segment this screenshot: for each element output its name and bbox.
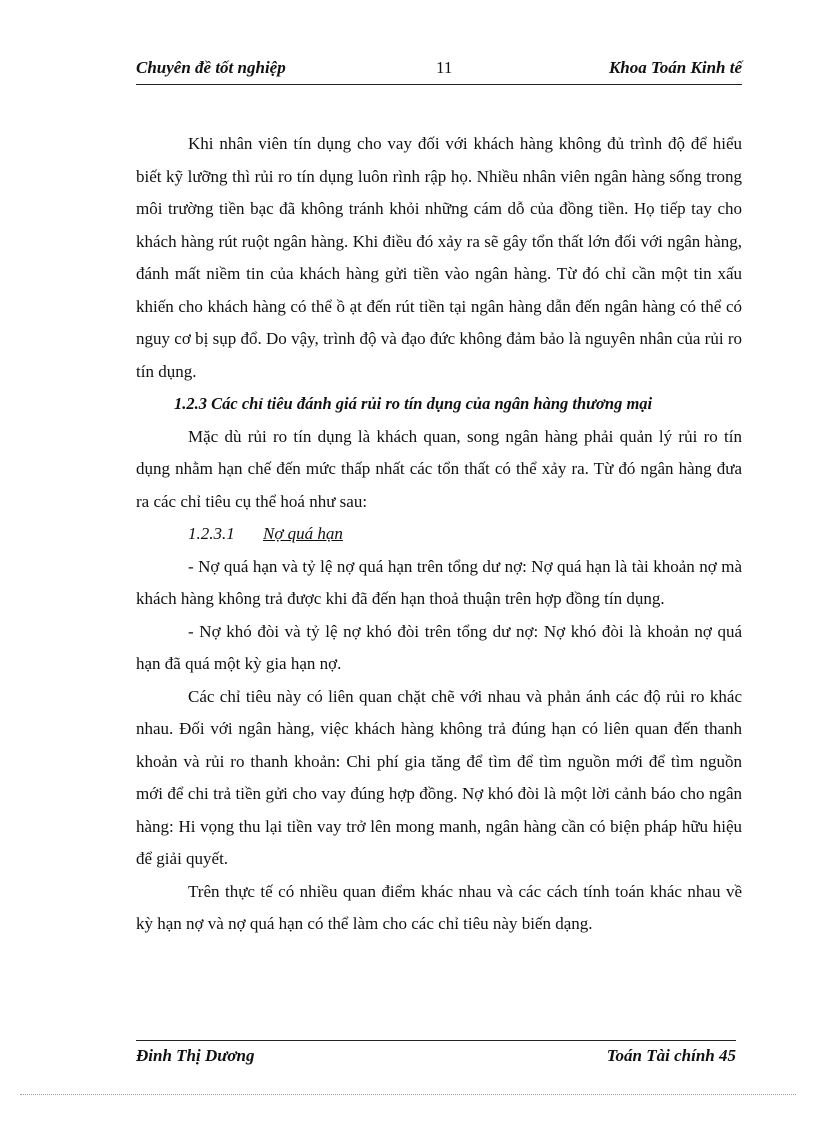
header-faculty: Khoa Toán Kinh tế (608, 58, 742, 77)
page-header (136, 58, 742, 85)
page-body (136, 128, 742, 941)
bullet-overdue-debt: - Nợ quá hạn và tỷ lệ nợ quá hạn trên tổng dư nợ: Nợ quá hạn là tài khoản nợ mà khách hàng không trả được khi đã đến hạn thoả thuận trên hợp đồng tín dụng. (136, 556, 742, 608)
page-number: 11 (436, 58, 453, 77)
header-thesis-title: Chuyên đề tốt nghiệp (136, 58, 286, 77)
footer-author: Đinh Thị Dương (136, 1046, 255, 1065)
paragraph-practice: Trên thực tế có nhiều quan điểm khác nhau và các cách tính toán khác nhau về kỳ hạn nợ và nợ quá hạn có thể làm cho các chỉ tiêu này biến dạng. (136, 881, 742, 933)
footer-class: Toán Tài chính 45 (606, 1046, 736, 1065)
bullet-bad-debt: - Nợ khó đòi và tỷ lệ nợ khó đòi trên tổng dư nợ: Nợ khó đòi là khoản nợ quá hạn đã quá một kỳ gia hạn nợ. (136, 621, 742, 673)
paragraph-indicator-relation: Các chỉ tiêu này có liên quan chặt chẽ với nhau và phản ánh các độ rủi ro khác nhau. Đối với ngân hàng, việc khách hàng không trả đúng hạn có liên quan đến thanh khoản và rủi ro thanh khoản: Chi phí gia tăng để tìm để tìm nguồn mới để tìm nguồn mới để chi trả tiền gửi cho vay đúng hợp đồng. Nợ khó đòi là một lời cảnh báo cho ngân hàng: Hi vọng thu lại tiền vay trở lên mong manh, ngân hàng cần có biện pháp hữu hiệu để giải quyết. (136, 686, 742, 868)
page-footer (136, 1040, 736, 1071)
subsection-heading (136, 518, 742, 551)
paragraph-staff-competence: Khi nhân viên tín dụng cho vay đối với khách hàng không đủ trình độ để hiểu biết kỹ lưỡng thì rủi ro tín dụng luôn rình rập họ. Nhiều nhân viên ngân hàng sống trong môi trường tiền bạc đã không tránh khỏi những cám dỗ của đồng tiền. Họ tiếp tay cho khách hàng rút ruột ngân hàng. Khi điều đó xảy ra sẽ gây tổn thất lớn đối với ngân hàng, đánh mất niềm tin của khách hàng gửi tiền vào ngân hàng. Từ đó chỉ cần một tin xấu khiến cho khách hàng có thể ồ ạt đến rút tiền tại ngân hàng dẫn đến ngân hàng có thể có nguy cơ bị sụp đổ. Do vậy, trình độ và đạo đức không đảm bảo là nguyên nhân của rủi ro tín dụng. (136, 134, 742, 381)
subsection-number: 1.2.3.1 (188, 524, 235, 543)
subsection-title: Nợ quá hạn (263, 524, 343, 543)
paragraph-intro-indicators: Mặc dù rủi ro tín dụng là khách quan, song ngân hàng phải quản lý rủi ro tín dụng nhằm hạn chế đến mức thấp nhất các tổn thất có thể xảy ra. Từ đó ngân hàng đưa ra các chỉ tiêu cụ thể hoá như sau: (136, 426, 742, 511)
section-heading: 1.2.3 Các chỉ tiêu đánh giá rủi ro tín dụng của ngân hàng thương mại (174, 394, 653, 413)
page-edge-divider (20, 1094, 796, 1095)
